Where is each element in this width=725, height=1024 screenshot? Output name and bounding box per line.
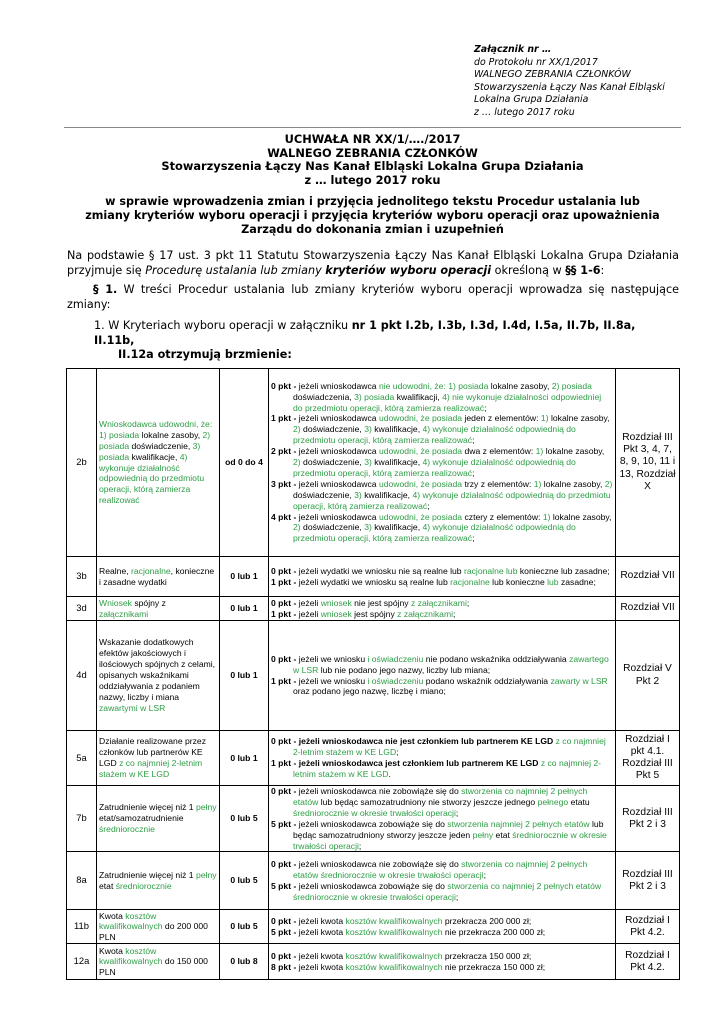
text-segment: jeżeli wydatki we wniosku są realne lub (298, 576, 451, 587)
text-segment: 0 pkt - (271, 916, 299, 927)
scoring-line (271, 927, 613, 938)
text-segment: jeżeli wnioskodawca zobowiąże się do (298, 880, 448, 891)
text-segment: lokalne zasoby, (543, 446, 605, 457)
text-segment: Działanie realizowane przez członków lub partnerów KE LGD (99, 736, 206, 768)
text-segment: lub będąc samozatrudniony nie stworzy jeszcze jednego (318, 796, 538, 807)
text-segment: etat/samozatrudnienie (99, 813, 184, 824)
text-segment: kwalifikacji, (396, 391, 443, 402)
criterion-scoring (269, 621, 616, 731)
text-segment: 4) wykonuje działalność odpowiednią do przedmiotu operacji, którą zamierza realizować (293, 424, 576, 446)
text-segment: lokalne zasoby, (550, 511, 612, 522)
text-segment: 0 pkt - (271, 597, 299, 608)
text-segment: 1) (540, 413, 549, 424)
scoring-line (271, 512, 613, 545)
resolution-subject: w sprawie wprowadzenia zmian i przyjęcia jednolitego tekstu Procedur ustalania lub zmiany kryteriów wyboru operacji i przyjęcia kryteriów wyboru operacji oraz upoważnienia Zarządu do dokonania zmian i uzupełnień (85, 195, 660, 236)
table-row (67, 786, 680, 852)
text-segment: jeżeli (298, 597, 321, 608)
text-segment: 0 pkt - jeżeli wnioskodawca nie jest członkiem lub partnerem KE LGD (271, 736, 554, 747)
text-segment: ; (396, 747, 399, 758)
scoring-line (271, 758, 613, 780)
criterion-points: 0 lub 5 (220, 786, 269, 852)
text-segment: ; (455, 891, 459, 902)
text-segment: jeżeli wnioskodawca (298, 511, 379, 522)
text-segment: 2) (604, 478, 613, 489)
scoring-line (271, 654, 613, 676)
criterion-name (97, 621, 220, 731)
text-segment: pełny (472, 829, 494, 840)
scoring-line (271, 381, 613, 414)
text-segment: Wnioskodawca udowodni, że: 1) posiada (99, 418, 213, 440)
text-segment: 1 pkt - jeżeli wnioskodawca jest członkiem lub partnerem KE LGD (271, 758, 539, 768)
annex-line: WALNEGO ZEBRANIA CZŁONKÓW (474, 69, 631, 81)
text-segment: jeżeli wnioskodawca (298, 413, 379, 424)
text-segment: doświadczenie, (300, 457, 365, 468)
text-segment: z co najmniej 2-letnim stażem w KE LGD (293, 736, 606, 758)
text-segment: nie jest spójny (351, 597, 411, 608)
text-segment: średniorocznie (115, 880, 172, 891)
text-segment: kosztów kwalifikowalnych (99, 945, 163, 967)
text-segment: 4) wykonuje działalność odpowiednią do przedmiotu operacji, którą zamierza realizować (99, 451, 205, 506)
criterion-scoring (269, 557, 616, 597)
intro-text: Na podstawie § 17 ust. 3 pkt 11 Statutu Stowarzyszenia Łączy Nas Kanał Elbląski Lokalna Grupa Działania przyjmuje się (67, 249, 679, 277)
text-segment: doświadczenie, (300, 522, 365, 533)
text-segment: lub (547, 576, 559, 587)
text-segment: jeżeli kwota (298, 926, 346, 937)
text-segment: ; (484, 402, 487, 413)
text-segment: nie przekracza 150 000 zł; (442, 961, 546, 972)
text-segment: 3 pkt - (271, 478, 299, 489)
text-segment: lokalne zasoby, (490, 380, 552, 391)
text-segment: 1 pkt - (271, 675, 299, 686)
text-segment: doświadczenia, (293, 391, 355, 402)
text-segment: Zatrudnienie więcej niż 1 (99, 870, 196, 881)
intro-ref: §§ 1-6 (565, 263, 601, 277)
text-segment: 8 pkt - (271, 961, 299, 972)
text-segment: oraz podano jego nazwę, liczbę i miano; (293, 686, 446, 697)
paragraph-1-text: W treści Procedur ustalania lub zmiany kryteriów wyboru operacji wprowadza się następujące zmiany: (67, 283, 679, 311)
criterion-points: 0 lub 5 (220, 910, 269, 944)
text-segment: kosztów kwalifikowalnych (345, 926, 443, 937)
criterion-id: 5a (67, 731, 97, 786)
criterion-scoring (269, 852, 616, 910)
scoring-line (271, 916, 613, 927)
text-segment: ; (472, 435, 475, 446)
text-segment: 2) (293, 457, 301, 468)
text-segment: 1 pkt - (271, 576, 299, 587)
criterion-points: 0 lub 1 (220, 597, 269, 621)
table-row (67, 597, 680, 621)
text-segment: 1) (535, 446, 544, 457)
text-segment: 4) wykonuje działalność odpowiednią do przedmiotu operacji, którą zamierza realizować (293, 457, 576, 478)
scoring-line (271, 859, 613, 881)
text-segment: nie przekracza 200 000 zł; (442, 926, 546, 937)
text-segment: trzy z elementów: (464, 478, 534, 489)
title-line: Stowarzyszenia Łączy Nas Kanał Elbląski Lokalna Grupa Działania (161, 159, 584, 173)
text-segment: udowodni, że posiada (378, 478, 465, 489)
text-segment: lub będąc samozatrudniony stworzy jeszcze jeden (293, 818, 604, 840)
criterion-scoring (269, 731, 616, 786)
intro-middle: określoną w (491, 263, 566, 277)
text-segment: 0 pkt - (271, 565, 299, 576)
text-segment: 0 pkt - (271, 951, 299, 962)
criterion-reference: Rozdział V Pkt 2 (616, 621, 680, 731)
text-segment: średniorocznie w okresie trwałości operacji (293, 829, 607, 851)
text-segment: lokalne zasoby, (548, 413, 610, 424)
text-segment: z co najmniej 2-letnim stażem w KE LGD (293, 758, 602, 779)
intro-italic: Procedurę ustalania lub zmiany (145, 263, 326, 277)
scoring-line (271, 951, 613, 962)
text-segment: kosztów kwalifikowalnych (345, 951, 443, 962)
text-segment: Kwota (99, 910, 126, 921)
text-segment: nie udowodni, że: 1) posiada (378, 380, 491, 391)
text-segment: 2) (293, 424, 301, 435)
table-row (67, 557, 680, 597)
paragraph-1 (67, 283, 679, 312)
criterion-scoring (269, 369, 616, 557)
title-line: WALNEGO ZEBRANIA CZŁONKÓW (267, 145, 478, 160)
text-segment: Kwota (99, 945, 126, 956)
criterion-scoring (269, 597, 616, 621)
text-segment: 2) posiada (551, 380, 592, 391)
criterion-scoring (269, 944, 616, 980)
criterion-reference: Rozdział VII (616, 597, 680, 621)
text-segment: do 150 000 PLN (99, 956, 208, 978)
criteria-table (66, 368, 680, 980)
text-segment: 2) posiada (99, 429, 211, 451)
text-segment: doświadczenie, (300, 424, 365, 435)
intro-paragraph (67, 249, 679, 278)
text-segment: kosztów kwalifikowalnych (99, 910, 163, 932)
criterion-name (97, 944, 220, 980)
criterion-id: 3d (67, 597, 97, 621)
criterion-name (97, 786, 220, 852)
text-segment: 5 pkt - (271, 880, 299, 891)
text-segment: 0 pkt - (271, 380, 299, 391)
text-segment: z co najmniej 2-letnim stażem w KE LGD (99, 758, 203, 779)
criterion-reference: Rozdział III Pkt 3, 4, 7, 8, 9, 10, 11 i 13, Rozdział X (616, 369, 680, 557)
text-segment: jeżeli wnioskodawca (298, 380, 379, 391)
criterion-name (97, 852, 220, 910)
title-line: z … lutego 2017 roku (304, 172, 441, 187)
table-row (67, 852, 680, 910)
scoring-line (271, 446, 613, 479)
annex-line: z … lutego 2017 roku (474, 106, 575, 118)
text-segment: , konieczne i zasadne wydatki (99, 565, 215, 587)
text-segment: kosztów kwalifikowalnych (345, 916, 443, 927)
text-segment: lokalne zasoby, (541, 478, 605, 489)
criterion-name (97, 597, 220, 621)
text-segment: 0 pkt - (271, 653, 299, 664)
criterion-points: 0 lub 1 (220, 621, 269, 731)
text-segment: jeżeli wydatki we wniosku nie są realne lub (298, 565, 464, 576)
text-segment: wniosek (320, 608, 352, 619)
text-segment: kwalifikacje, (361, 489, 413, 500)
text-segment: i oświadczeniu (367, 653, 424, 664)
text-segment: ; (472, 533, 475, 544)
text-segment: 5 pkt - (271, 818, 299, 829)
intro-bold-italic: kryteriów wyboru operacji (325, 263, 492, 277)
item-1-text: W Kryteriach wyboru operacji w załączniku (108, 319, 352, 332)
table-row (67, 910, 680, 944)
text-segment: stworzenia co najmniej 2 pełnych etatów (293, 786, 588, 807)
criteria-table-body (67, 369, 680, 980)
text-segment: jeden z elementów: (464, 413, 541, 424)
criterion-id: 4d (67, 621, 97, 731)
criterion-points: 0 lub 8 (220, 944, 269, 980)
text-segment: jeżeli (298, 608, 321, 619)
text-segment: 2 pkt - (271, 446, 299, 457)
text-segment: 1 pkt - (271, 608, 299, 619)
text-segment: 2) (293, 522, 301, 533)
text-segment: etat (493, 829, 513, 840)
scoring-line (271, 819, 613, 852)
scoring-line (271, 962, 613, 973)
text-segment: z załącznikami (397, 608, 454, 619)
text-segment: zasadne; (558, 576, 596, 587)
annex-line: Załącznik nr … (474, 44, 552, 55)
text-segment: 4 pkt - (271, 511, 299, 522)
criterion-id: 3b (67, 557, 97, 597)
text-segment: ; (472, 467, 475, 478)
criterion-scoring (269, 786, 616, 852)
text-segment: ; (358, 840, 362, 851)
table-row (67, 944, 680, 980)
scoring-line (271, 676, 613, 698)
text-segment: jeżeli wnioskodawca nie zobowiąże się do (298, 859, 462, 870)
text-segment: załącznikami (99, 608, 149, 619)
criterion-name (97, 910, 220, 944)
text-segment: etat (99, 880, 116, 891)
text-segment: ; (455, 807, 459, 818)
scoring-line (271, 577, 613, 588)
text-segment: wniosek (320, 597, 352, 608)
text-segment: 0 pkt - (271, 786, 299, 796)
text-segment: etatu (568, 796, 590, 807)
text-segment: jeżeli wnioskodawca (298, 446, 379, 457)
text-segment: nie podano wskaźnika oddziaływania (423, 653, 570, 664)
text-segment: średniorocznie w okresie trwałości operacji (293, 807, 456, 818)
text-segment: 3) posiada (354, 391, 397, 402)
text-segment: stworzenia najmniej 2 pełnych etatów (447, 818, 590, 829)
criterion-name (97, 557, 220, 597)
criterion-id: 11b (67, 910, 97, 944)
text-segment: podano wskaźnik oddziaływania (423, 675, 551, 686)
text-segment: 4) nie wykonuje działalności odpowiedniej do przedmiotu operacji, którą zamierza realizować (293, 391, 602, 413)
scoring-line (271, 566, 613, 577)
paragraph-1-label: § 1. (93, 283, 118, 296)
text-segment: 1) (542, 511, 551, 522)
annex-header (474, 44, 719, 120)
text-segment: pełny (195, 870, 217, 881)
text-segment: lokalne zasoby, (141, 429, 203, 440)
item-1-bold-1: nr 1 pkt I.2b, I.3b, I.3d, I.4d, I.5a, II.7b, II.8a, II.11b, (94, 319, 636, 347)
scoring-line (271, 479, 613, 512)
table-row (67, 369, 680, 557)
text-segment: udowodni, że posiada (378, 413, 465, 424)
title-line: UCHWAŁA NR XX/1/…./2017 (284, 132, 461, 146)
text-segment: jeżeli kwota (298, 916, 346, 927)
annex-line: Stowarzyszenia Łączy Nas Kanał Elbląski (474, 81, 665, 93)
text-segment: 5 pkt - (271, 926, 299, 937)
text-segment: doświadczenie, (293, 489, 355, 500)
text-segment: przekracza 150 000 zł; (442, 951, 532, 962)
text-segment: przekracza 200 000 zł; (442, 916, 532, 927)
criterion-points: 0 lub 1 (220, 731, 269, 786)
text-segment: 1) (533, 478, 542, 489)
criterion-reference: Rozdział III Pkt 2 i 3 (616, 852, 680, 910)
text-segment: 3) (364, 522, 372, 533)
scoring-line (271, 609, 613, 620)
text-segment: kwalifikacje, (371, 457, 423, 468)
text-segment: ; (453, 608, 456, 619)
text-segment: 3) posiada (99, 440, 201, 462)
text-segment: jeżeli kwota (298, 951, 346, 962)
text-segment: racjonalne (450, 576, 490, 587)
text-segment: 3) (354, 489, 362, 500)
criterion-points: 0 lub 1 (220, 557, 269, 597)
scoring-line (271, 881, 613, 903)
item-1-number: 1. (94, 319, 105, 332)
criterion-points: 0 lub 5 (220, 852, 269, 910)
text-segment: kosztów kwalifikowalnych (345, 961, 443, 972)
text-segment: ; (466, 597, 470, 608)
text-segment: doświadczenie, (131, 440, 193, 451)
intro-end: : (600, 263, 605, 277)
text-segment: dwa z elementów: (464, 446, 536, 457)
text-segment: Realne, (99, 565, 132, 576)
scoring-line (271, 786, 613, 819)
item-1 (94, 319, 679, 363)
text-segment: 4) wykonuje działalność odpowiednią do przedmiotu operacji, którą zamierza realizować (293, 489, 611, 511)
text-segment: Wniosek (99, 597, 132, 608)
text-segment: kwalifikacje, (371, 522, 423, 533)
scoring-line (271, 736, 613, 758)
annex-line: do Protokołu nr XX/1/2017 (474, 56, 598, 68)
criterion-id: 8a (67, 852, 97, 910)
criterion-name (97, 369, 220, 557)
table-row (67, 621, 680, 731)
text-segment: jeżeli kwota (298, 961, 346, 972)
criterion-id: 2b (67, 369, 97, 557)
text-segment: jeżeli wnioskodawca nie zobowiąże się do (298, 786, 462, 796)
text-segment: i oświadczeniu (367, 675, 424, 686)
text-segment: lub konieczne (489, 576, 548, 587)
text-segment: jeżeli wnioskodawca (298, 478, 379, 489)
criterion-scoring (269, 910, 616, 944)
text-segment: zawarty w LSR (550, 675, 608, 686)
resolution-title (64, 133, 681, 187)
scoring-line (271, 598, 613, 609)
text-segment: Zatrudnienie więcej niż 1 (99, 802, 196, 813)
text-segment: pełny (195, 802, 217, 813)
text-segment: konieczne lub zasadne; (517, 565, 610, 576)
text-segment: jeżeli wnioskodawca zobowiąże się do (298, 818, 448, 829)
text-segment: lub nie podano jego nazwy, liczby lub miana; (318, 664, 491, 675)
criterion-reference: Rozdział I Pkt 4.2. (616, 944, 680, 980)
text-segment: do 200 000 PLN (99, 921, 208, 943)
text-segment: 0 pkt - (271, 859, 299, 870)
text-segment: stworzenia co najmniej 2 pełnych etatów średniorocznie w okresie trwałości operacji (293, 880, 602, 902)
text-segment: spójny z (131, 597, 166, 608)
text-segment: 1 pkt - (271, 413, 299, 424)
text-segment: cztery z elementów: (464, 511, 543, 522)
text-segment: pełnego (537, 796, 569, 807)
annex-line: Lokalna Grupa Działania (474, 94, 589, 106)
text-segment: zawartymi w LSR (99, 702, 166, 713)
text-segment: 3) (364, 457, 372, 468)
text-segment: z załącznikami (410, 597, 467, 608)
criterion-reference: Rozdział I pkt 4.1. Rozdział III Pkt 5 (616, 731, 680, 786)
text-segment: kwalifikacje, (371, 424, 423, 435)
text-segment: 3) (364, 424, 372, 435)
text-segment: średniorocznie (99, 824, 155, 835)
text-segment: udowodni, że posiada (378, 511, 465, 522)
text-segment: zawartego w LSR (293, 653, 609, 675)
text-segment: . (388, 768, 391, 779)
text-segment: ; (427, 500, 430, 511)
criterion-points: od 0 do 4 (220, 369, 269, 557)
table-row (67, 731, 680, 786)
header-divider (64, 127, 681, 128)
criterion-reference: Rozdział VII (616, 557, 680, 597)
text-segment: ; (483, 870, 486, 881)
text-segment: racjonalne lub (463, 565, 518, 576)
criterion-id: 7b (67, 786, 97, 852)
text-segment: jeżeli we wniosku (298, 675, 368, 686)
text-segment: stworzenia co najmniej 2 pełnych etatów średniorocznie w okresie trwałości operacji (293, 859, 588, 881)
text-segment: udowodni, że posiada (378, 446, 465, 457)
text-segment: jest spójny (351, 608, 398, 619)
scoring-line (271, 413, 613, 446)
text-segment: racjonalne (131, 565, 171, 576)
text-segment: jeżeli we wniosku (298, 653, 368, 664)
text-segment: kwalifikacje, (131, 451, 180, 462)
criterion-id: 12a (67, 944, 97, 980)
text-segment: 4) wykonuje działalność odpowiednią do przedmiotu operacji, którą zamierza realizować (293, 522, 576, 544)
item-1-bold-2: II.12a otrzymują brzmienie: (118, 348, 292, 361)
text-segment: Wskazanie dodatkowych efektów jakościowych i ilościowych spójnych z celami, opisanych wskaźnikami oddziaływania z podaniem nazwy, liczby i miana (99, 637, 216, 702)
criterion-reference: Rozdział III Pkt 2 i 3 (616, 786, 680, 852)
criterion-reference: Rozdział I Pkt 4.2. (616, 910, 680, 944)
criterion-name (97, 731, 220, 786)
